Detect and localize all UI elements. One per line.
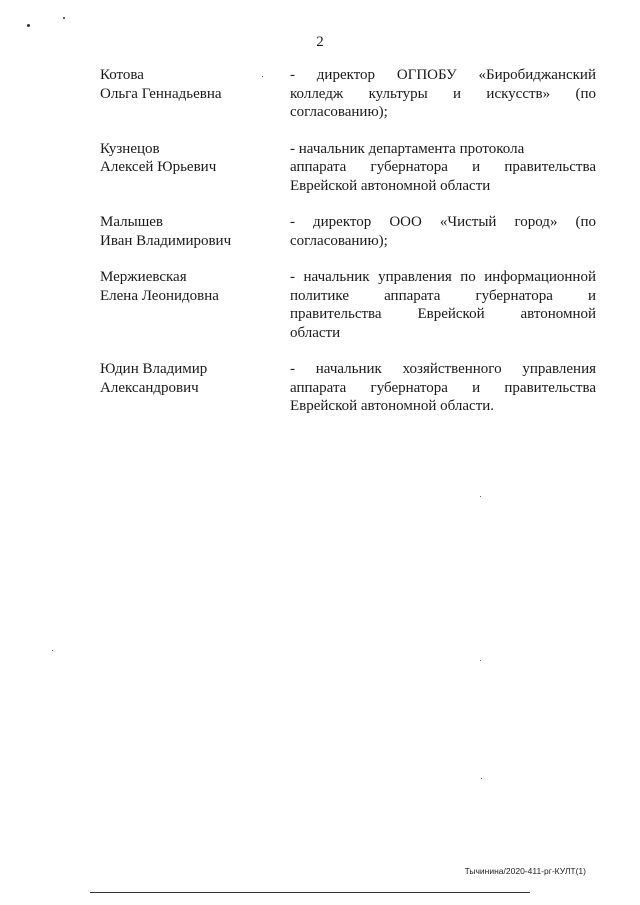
member-entry	[100, 360, 596, 416]
member-surname: Мержиевская	[100, 269, 187, 285]
member-list	[100, 66, 596, 416]
scan-speck	[262, 76, 263, 77]
member-given-names: Алексей Юрьевич	[100, 159, 217, 175]
scan-speck	[480, 496, 481, 497]
scan-speck	[480, 660, 481, 661]
member-surname: Котова	[100, 67, 144, 83]
member-surname: Кузнецов	[100, 140, 160, 157]
member-position	[290, 268, 596, 342]
member-entry	[100, 268, 596, 342]
member-name	[100, 268, 290, 342]
position-line: согласованию);	[290, 232, 388, 249]
document-code: Тычинина/2020-411-рг-КУЛТ(1)	[464, 866, 586, 876]
member-given-names: Елена Леонидовна	[100, 287, 219, 304]
member-name	[100, 213, 290, 250]
position-line: - начальник хозяйственного управления	[290, 361, 596, 377]
member-position	[290, 213, 596, 250]
member-position	[290, 140, 596, 196]
member-position	[290, 66, 596, 122]
position-line: правительства Еврейской автономной	[290, 306, 596, 322]
member-given-names: Александрович	[100, 379, 199, 396]
position-line: аппарата губернатора и правительства	[290, 379, 596, 396]
scan-speck	[63, 17, 65, 19]
position-line: области	[290, 324, 341, 341]
position-line: Еврейской автономной области	[290, 177, 491, 194]
member-entry	[100, 213, 596, 250]
footer-divider	[90, 892, 530, 893]
page-number: 2	[316, 34, 324, 50]
position-line: - директор ООО «Чистый город» (по	[290, 214, 596, 230]
scan-speck	[52, 650, 53, 651]
member-name	[100, 360, 290, 416]
position-line: политике аппарата губернатора и	[290, 287, 596, 304]
member-given-names: Иван Владимирович	[100, 232, 232, 249]
member-name	[100, 140, 290, 196]
member-entry	[100, 140, 596, 196]
position-line: - начальник управления по информационной	[290, 269, 596, 285]
scan-speck	[481, 778, 482, 779]
member-position	[290, 360, 596, 416]
position-line: Еврейской автономной области.	[290, 398, 495, 414]
member-surname: Юдин Владимир	[100, 361, 208, 377]
position-line: аппарата губернатора и правительства	[290, 159, 596, 175]
position-line: согласованию);	[290, 104, 388, 120]
position-line: - директор ОГПОБУ «Биробиджанский	[290, 67, 596, 83]
member-given-names: Ольга Геннадьевна	[100, 85, 222, 102]
member-surname: Малышев	[100, 214, 163, 230]
position-line: колледж культуры и искусств» (по	[290, 85, 596, 102]
member-name	[100, 66, 290, 122]
member-entry	[100, 66, 596, 122]
position-line: - начальник департамента протокола	[290, 140, 525, 157]
scan-speck	[27, 24, 30, 27]
